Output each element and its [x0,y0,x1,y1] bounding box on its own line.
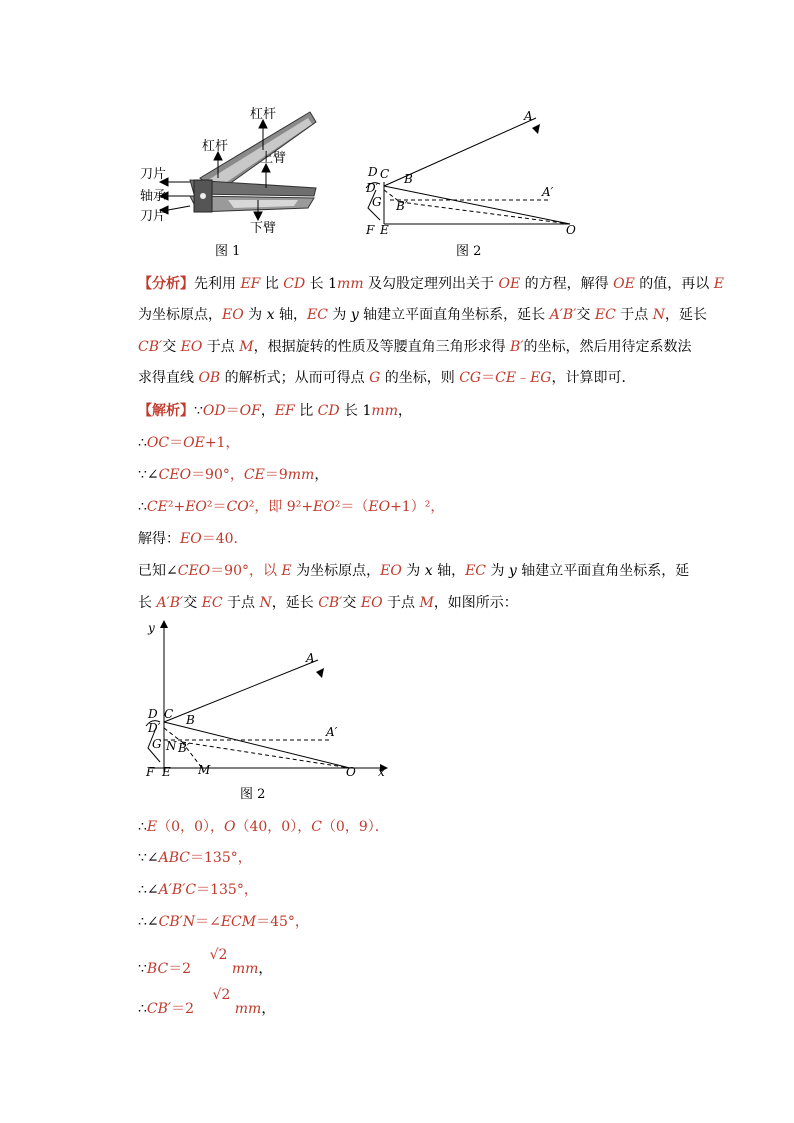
text-run: ∵ [138,961,147,977]
text-run: ＝90°， [191,467,244,483]
text-run: 为坐标原点， [138,307,222,323]
text-run: ，如图所示： [433,595,518,611]
text-run: EC [306,307,328,323]
after-line-2 [138,847,252,867]
fig1-label-lower-arm: 下臂 [250,221,277,236]
text-run: CG [459,370,482,386]
text-run: y [350,307,359,323]
fig2-point-D: D [368,165,378,179]
text-run: ∴ [138,1001,147,1017]
text-run: E [713,276,724,292]
text-run: ﹣ [516,370,531,386]
text-run: G [369,370,381,386]
text-run: ∴∠ [138,914,159,930]
fig3-point-B-prime: B′ [178,741,190,755]
text-run: 于点 [202,339,240,355]
fig3-point-D: D [148,707,158,721]
solution-line-2 [138,432,239,452]
text-run: （0，0）， [157,819,224,835]
text-run: CB′ [318,595,343,611]
text-run: ²+ [167,499,186,515]
text-run: 轴建立平面直角坐标系，延 [516,563,690,579]
text-run: 比 [294,403,318,419]
text-run: 交 [162,339,181,355]
text-run: +1， [204,435,240,451]
text-run: C [311,819,322,835]
fig3-point-B: B [186,713,195,727]
text-run: （40，0）， [235,819,312,835]
text-run: ∵∠ [138,467,159,483]
fig3-point-D-prime: D′ [148,721,161,735]
text-run: 长 1 [339,403,372,419]
text-run: EC [594,307,616,323]
fig1-label-upper-arm: 上臂 [260,151,287,166]
text-run: A′B′ [549,307,577,323]
solution-line-3 [138,464,328,484]
text-run: BC [146,961,169,977]
solution-line-1 [138,400,412,420]
text-run: 的坐标，然后用待定系数法 [523,339,692,355]
text-run: OF [239,403,261,419]
fig3-point-A-prime: A′ [326,725,338,739]
figure-1-caption: 图 1 [215,244,241,259]
solution-line-5 [138,528,248,548]
fig1-label-blade-2: 刀片 [140,209,167,224]
text-run: 的解析式；从而可得点 [220,370,370,386]
radical-sqrt2: √2 [212,987,231,1003]
analysis-line-2 [138,304,707,324]
text-run: ， [260,403,275,419]
text-run: OC [146,435,170,451]
text-run: mm [234,1001,262,1017]
after-line-3 [138,879,258,899]
text-run: x [266,307,275,323]
text-run: 交 [183,595,202,611]
text-run: y [508,563,517,579]
text-run: CEO [177,563,211,579]
fig3-point-A: A [306,651,315,665]
text-run: N [259,595,272,611]
text-run: EO [222,307,244,323]
text-run: EG [530,370,552,386]
fig3-point-G: G [152,737,162,751]
analysis-tag: 【分析】 [138,276,194,292]
after-line-5 [138,948,272,982]
text-run: 的坐标，则 [380,370,460,386]
fig2-point-C: C [380,167,390,181]
fig2-point-E: E [380,223,389,237]
text-run: ∴ [138,435,147,451]
fig3-point-O: O [346,765,356,779]
fig1-label-blade-1: 刀片 [140,167,167,182]
text-run: OE [498,276,521,292]
text-run: 解得： [138,531,180,547]
text-run: ，根据旋转的性质及等腰直角三角形求得 [253,339,511,355]
fig2-point-O: O [566,223,576,237]
analysis-line-4 [138,367,635,387]
text-run: EO [180,531,202,547]
text-run: ＝9 [264,467,288,483]
text-run: ， [258,961,273,977]
text-run: EO [180,339,203,355]
figure-2-geometry [360,108,590,238]
text-run: ∴ [138,499,147,515]
fig1-label-lever-1: 杠杆 [250,107,277,122]
text-run: OE [183,435,205,451]
text-run: EO [360,595,383,611]
text-run: OB [198,370,221,386]
text-run: 于点 [222,595,260,611]
text-run: M [239,339,254,355]
text-run: +1）²， [390,499,445,515]
text-run: CEO [158,467,192,483]
fig1-label-lever-2: 杠杆 [202,139,229,154]
text-run: E [146,819,158,835]
text-run: CD [283,276,306,292]
text-run: 为 [486,563,509,579]
text-run: EO [380,563,402,579]
text-run: 于点 [615,307,653,323]
text-run: CE [495,370,517,386]
after-line-4 [138,911,309,931]
text-run: ， [397,403,412,419]
text-run: mm [231,961,259,977]
text-run: 于点 [382,595,420,611]
text-run: OE [613,276,635,292]
text-run: 为 [243,307,267,323]
text-run: 为坐标原点， [291,563,381,579]
text-run: E [281,563,292,579]
text-run: ＝∠ [195,914,221,930]
text-run: M [419,595,434,611]
solution-tag: 【解析】 [138,403,194,419]
text-run: CO [226,499,249,515]
text-run: N [652,307,665,323]
text-run: O [223,819,236,835]
text-run: 轴建立平面直角坐标系，延长 [358,307,550,323]
text-run: CE [243,467,265,483]
fig3-axis-x: x [378,765,385,779]
text-run: ，延长 [271,595,319,611]
text-run: EO [185,499,207,515]
text-run: ＝135°， [190,850,252,866]
fig2-point-F: F [366,223,375,237]
text-run: 为 [327,307,351,323]
text-run: 轴， [432,563,466,579]
text-run: ABC [158,850,191,866]
text-run: EF [274,403,295,419]
text-run: ＝2 [168,961,192,977]
text-run: B′ [510,339,524,355]
text-run: EF [240,276,261,292]
radical-sqrt2: √2 [209,947,228,963]
text-run: 轴， [274,307,307,323]
text-run: A′B′ [156,595,184,611]
text-run: OD [202,403,226,419]
text-run: ECM [220,914,257,930]
text-run: ＝40． [201,531,248,547]
text-run: ＝ [225,403,240,419]
solution-line-6 [138,560,689,580]
figure-1-clipper [138,100,338,260]
text-run: 求得直线 [138,370,199,386]
text-run: 先利用 [194,276,241,292]
text-run: ，计算即可． [551,370,636,386]
text-run: EC [465,563,487,579]
fig3-point-F: F [146,765,155,779]
analysis-line-3 [138,336,692,356]
analysis-line-1 [138,273,724,293]
text-run: mm [287,467,315,483]
text-run: CD [317,403,340,419]
fig1-label-bearing: 轴承 [140,189,167,204]
text-run: 交 [576,307,595,323]
text-run: EO [313,499,335,515]
solution-line-4 [138,496,444,516]
text-run: 已知∠ [138,563,178,579]
text-run: ＝ [481,370,496,386]
text-run: 长 1 [305,276,338,292]
figure-3-caption: 图 2 [240,787,266,802]
fig3-point-M: M [198,763,211,777]
fig2-point-A: A [524,109,533,123]
fig3-axis-y: y [148,621,155,635]
solution-line-7 [138,592,518,612]
text-run: ²，即 9²+ [248,499,314,515]
text-run: ∵∠ [138,850,159,866]
text-run: ， [261,1001,276,1017]
fig3-point-N: N [166,739,177,753]
text-run: x [424,563,433,579]
text-run: mm [337,276,364,292]
text-run: ＝2 [171,1001,195,1017]
text-run: ，延长 [664,307,707,323]
text-run: ∴∠ [138,882,159,898]
text-run: CB′ [138,339,163,355]
text-run: CB′N [158,914,196,930]
text-run: CE [146,499,168,515]
text-run: 比 [260,276,284,292]
text-run: ²＝ [206,499,227,515]
fig2-point-A-prime: A′ [542,185,554,199]
after-line-1 [138,816,389,836]
text-run: 的值，再以 [634,276,714,292]
text-run: （0，9）． [321,819,389,835]
after-line-6 [138,988,275,1022]
text-run: ＝135°， [196,882,258,898]
fig2-point-B-prime: B′ [396,199,408,213]
figure-3-coordinate [140,618,400,786]
fig2-point-G: G [372,195,382,209]
text-run: ∵ [194,403,203,419]
text-run: ＝45°， [256,914,309,930]
text-run: 的方程，解得 [520,276,614,292]
text-run: 长 [138,595,157,611]
fig2-point-B: B [404,172,413,186]
fig3-point-C: C [164,707,174,721]
text-run: CB′ [146,1001,172,1017]
text-run: 及勾股定理列出关于 [363,276,499,292]
figure-2-caption: 图 2 [456,244,482,259]
fig3-point-E: E [162,765,171,779]
text-run: EC [201,595,223,611]
text-run: ∴ [138,819,147,835]
text-run: A′B′C [158,882,197,898]
text-run: 为 [401,563,425,579]
text-run: ＝90°，以 [210,563,282,579]
text-run: mm [371,403,398,419]
text-run: ²＝（ [334,499,369,515]
text-run: ＝ [169,435,184,451]
text-run: ， [314,467,329,483]
fig2-point-D-prime: D′ [366,181,379,195]
text-run: 交 [342,595,361,611]
text-run: EO [368,499,391,515]
